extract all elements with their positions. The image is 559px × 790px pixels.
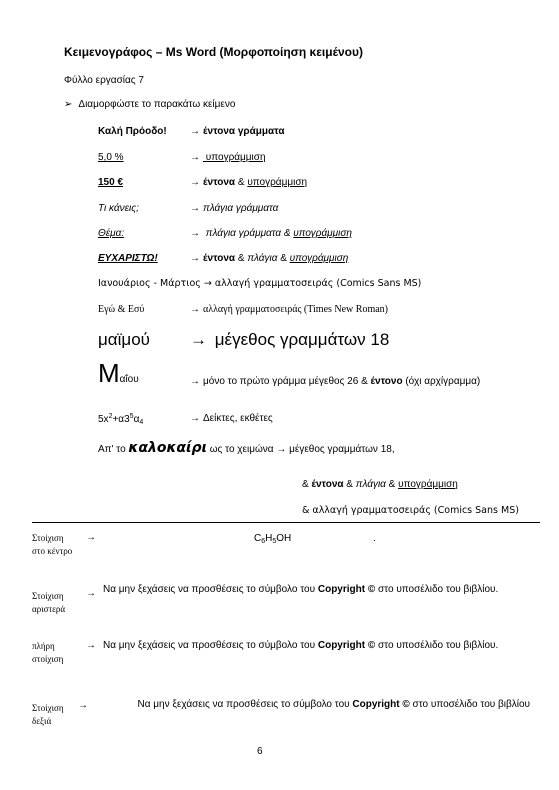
instruction-bold xyxy=(190,126,284,137)
label-text: στοίχιση xyxy=(32,654,64,664)
instruction-line xyxy=(64,99,235,110)
right-aligned-paragraph xyxy=(100,695,530,714)
instruction-text: & xyxy=(235,253,248,264)
label-text: Στοίχιση xyxy=(32,591,64,601)
instruction-text: υπογράμμιση xyxy=(289,253,349,264)
instruction-text: αλλαγή γραμματοσειράς (Times New Roman) xyxy=(203,304,388,315)
instruction-text: υπογράμμιση xyxy=(398,479,458,490)
instruction-bold-italic-underline xyxy=(190,253,348,264)
copyright-text: Copyright © xyxy=(317,584,376,595)
instruction-text: υπογράμμιση xyxy=(247,177,308,188)
sample-text: Απ' το xyxy=(98,444,129,455)
sample-comic-font xyxy=(98,278,421,289)
center-formula xyxy=(254,533,291,545)
instruction-text: πλάγια xyxy=(247,253,278,264)
instruction-text: Διαμορφώστε το παρακάτω κείμενο xyxy=(78,99,236,110)
sample-superscript-subscript xyxy=(98,413,143,426)
label-text: Στοίχιση xyxy=(32,533,64,543)
instruction-text: πλάγια γράμματα xyxy=(203,228,282,239)
arrow-icon: → xyxy=(86,640,96,651)
align-center-label xyxy=(32,532,72,558)
label-text: δεξιά xyxy=(32,716,52,726)
justified-paragraph xyxy=(103,636,531,655)
instruction-text: & xyxy=(235,177,248,188)
instruction-size-18 xyxy=(190,330,389,350)
paragraph-text: στο υποσέλιδο του βιβλίου. xyxy=(375,640,499,651)
formula-part: 5x xyxy=(98,414,109,425)
sample-text: αΐου xyxy=(119,374,139,385)
instruction-text: υπογράμμιση xyxy=(293,228,352,239)
sample-times-font: Εγώ & Εσύ xyxy=(98,304,145,315)
instruction-text: πλάγια xyxy=(355,479,386,490)
align-right-label xyxy=(32,702,64,728)
instruction-bold-underline xyxy=(190,177,307,188)
instruction-font-change: & αλλαγή γραμματοσειράς (Comics Sans MS) xyxy=(302,505,519,516)
instruction-text: έντονα xyxy=(311,479,344,490)
page-title: Κειμενογράφος – Ms Word (Μορφοποίηση κειμένου) xyxy=(64,45,363,59)
instruction-underline xyxy=(190,152,266,163)
arrow-bullet-icon: ➢ xyxy=(64,99,73,110)
sample-bold: Καλή Πρόοδο! xyxy=(98,126,167,137)
sample-mixed-format xyxy=(98,440,395,456)
worksheet-label: Φύλλο εργασίας 7 xyxy=(64,75,144,86)
formula-part: C xyxy=(254,533,262,544)
arrow-icon: → xyxy=(190,203,200,214)
instruction-text: αλλαγή γραμματοσειράς (Comics Sans MS) xyxy=(214,278,422,289)
label-text: αριστερά xyxy=(32,604,66,614)
instruction-text: μόνο το πρώτο γράμμα μέγεθος 26 & xyxy=(203,376,371,387)
arrow-icon: → xyxy=(190,413,200,424)
sample-italic-underline: Θέμα: xyxy=(98,228,125,239)
instruction-text: & xyxy=(302,479,312,490)
center-dot: . xyxy=(373,533,376,544)
arrow-icon: → xyxy=(78,700,88,711)
instruction-indices xyxy=(190,413,273,424)
arrow-icon: → xyxy=(203,278,212,289)
arrow-icon: → xyxy=(190,152,200,163)
arrow-icon: → xyxy=(276,444,287,455)
sample-text: Ιανουάριος - Μάρτιος xyxy=(98,278,201,289)
copyright-text: Copyright © xyxy=(317,640,376,651)
sample-first-letter-26 xyxy=(98,360,139,386)
instruction-text: υπογράμμιση xyxy=(203,152,266,163)
instruction-italic-underline xyxy=(190,228,352,239)
paragraph-text: Να μην ξεχάσεις να προσθέσεις το σύμβολο του xyxy=(103,584,318,595)
formula-part: H xyxy=(265,533,273,544)
arrow-icon: → xyxy=(190,126,200,137)
sample-bold-underline: 150 € xyxy=(98,177,124,188)
subscript: 6 xyxy=(261,538,266,545)
arrow-icon: → xyxy=(190,376,200,387)
instruction-text: έντονα γράμματα xyxy=(203,126,285,137)
instruction-continued xyxy=(302,479,458,490)
sample-word-formatted: καλοκαίρι xyxy=(128,440,207,456)
arrow-icon: → xyxy=(190,330,207,349)
align-left-label xyxy=(32,590,65,616)
arrow-icon: → xyxy=(190,177,200,188)
label-text: στο κέντρο xyxy=(32,546,73,556)
subscript: 5 xyxy=(272,538,277,545)
large-first-letter: Μ xyxy=(98,358,120,388)
page-number: 6 xyxy=(257,746,263,757)
instruction-text: & xyxy=(281,228,294,239)
instruction-times-font xyxy=(190,304,388,315)
formula-part: α xyxy=(133,414,140,425)
instruction-text: & xyxy=(277,253,290,264)
instruction-italic xyxy=(190,203,278,214)
sample-bold-italic-underline: ΕΥΧΑΡΙΣΤΩ! xyxy=(98,253,158,264)
superscript: 5 xyxy=(129,413,134,420)
instruction-text: έντονα xyxy=(203,253,236,264)
instruction-text: Δείκτες, εκθέτες xyxy=(203,413,273,424)
paragraph-text: Να μην ξεχάσεις να προσθέσεις το σύμβολο του xyxy=(137,699,353,710)
instruction-first-letter xyxy=(190,376,480,387)
arrow-icon: → xyxy=(190,228,200,239)
horizontal-divider xyxy=(32,522,540,523)
instruction-text: & xyxy=(343,479,356,490)
instruction-text: (όχι αρχίγραμμα) xyxy=(402,376,481,387)
paragraph-text: στο υποσέλιδο του βιβλίου. xyxy=(375,584,499,595)
formula-part: OH xyxy=(276,533,292,544)
instruction-text: μέγεθος γραμμάτων 18, xyxy=(286,444,395,455)
arrow-icon: → xyxy=(86,532,96,543)
sample-text: ως το χειμώνα xyxy=(206,444,277,455)
label-text: πλήρη xyxy=(32,641,55,651)
instruction-text: έντονα xyxy=(203,177,236,188)
formula-part: +α3 xyxy=(112,414,130,425)
copyright-text: Copyright © xyxy=(352,699,410,710)
paragraph-text: Να μην ξεχάσεις να προσθέσεις το σύμβολο του xyxy=(103,640,318,651)
label-text: Στοίχιση xyxy=(32,703,64,713)
instruction-text: έντονο xyxy=(370,376,403,387)
instruction-text: πλάγια γράμματα xyxy=(203,203,279,214)
arrow-icon: → xyxy=(190,304,200,315)
paragraph-text: στο υποσέλιδο του βιβλίου xyxy=(409,699,530,710)
left-aligned-paragraph xyxy=(103,580,531,599)
sample-underline: 5,0 % xyxy=(98,152,124,163)
arrow-icon: → xyxy=(190,253,200,264)
sample-italic: Τι κάνεις; xyxy=(98,203,139,214)
superscript: 2 xyxy=(108,413,113,420)
arrow-icon: → xyxy=(86,588,96,599)
instruction-text: & xyxy=(385,479,399,490)
align-justify-label xyxy=(32,640,63,666)
subscript: 4 xyxy=(139,419,144,426)
sample-size-18: μαϊμού xyxy=(98,330,150,349)
instruction-text: μέγεθος γραμμάτων 18 xyxy=(214,330,390,349)
